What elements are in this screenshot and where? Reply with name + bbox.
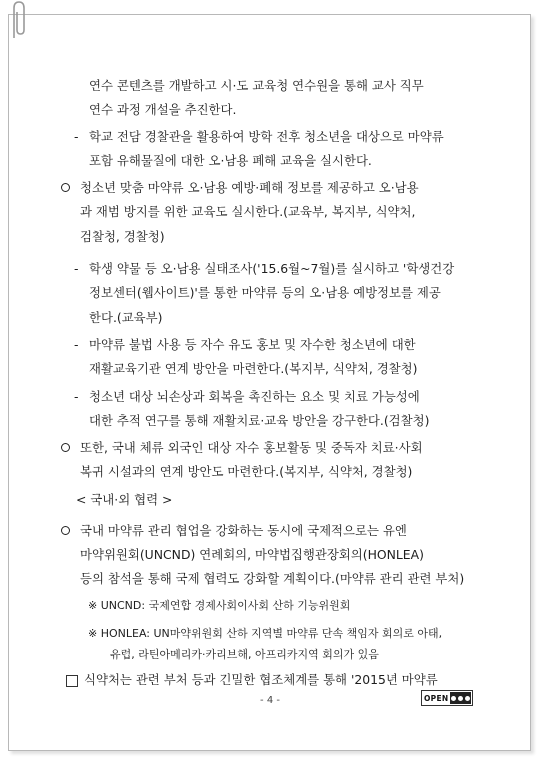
text-line: 포함 유해물질에 대한 오·남용 폐해 교육을 실시한다. <box>89 153 372 168</box>
circle-bullet-icon <box>61 526 70 535</box>
text-line: 재활교육기관 연계 방안을 마련한다.(복지부, 식약처, 경찰청) <box>89 361 418 376</box>
license-icons <box>450 692 471 704</box>
text-line: 또한, 국내 체류 외국인 대상 자수 홍보활동 및 중독자 치료·사회 <box>80 440 423 455</box>
text-line: 연수 과정 개설을 추진한다. <box>89 102 237 117</box>
text-line: 정보센터(웹사이트)'를 통한 마약류 등의 오·남용 예방정보를 제공 <box>89 285 441 300</box>
dash-marker: - <box>74 337 79 352</box>
text-line: 복귀 시설과의 연계 방안도 마련한다.(복지부, 식약처, 경찰청) <box>80 464 413 479</box>
text-line: 과 재범 방지를 위한 교육도 실시한다.(교육부, 복지부, 식약처, <box>80 204 416 219</box>
footnote: ※ UNCND: 국제연합 경제사회이사회 산하 기능위원회 <box>88 599 351 612</box>
square-bullet-icon <box>66 675 78 687</box>
text-line: 학교 전담 경찰관을 활용하여 방학 전후 청소년을 대상으로 마약류 <box>89 129 444 144</box>
open-license-badge <box>421 690 473 706</box>
dash-marker: - <box>74 389 79 404</box>
circle-bullet-icon <box>61 183 70 192</box>
text-line: 검찰청, 경찰청) <box>80 229 165 244</box>
text-line: 청소년 맞춤 마약류 오·남용 예방·폐해 정보를 제공하고 오·남용 <box>80 180 419 195</box>
footnote: ※ HONLEA: UN마약위원회 산하 지역별 마약류 단속 책임자 회의로 아태, <box>88 627 443 640</box>
text-line: 마약위원회(UNCND) 연례회의, 마약법집행관장회의(HONLEA) <box>80 547 424 562</box>
text-line: 연수 콘텐츠를 개발하고 시·도 교육청 연수원을 통해 교사 직무 <box>89 78 424 93</box>
paperclip-icon <box>8 0 30 40</box>
dash-marker: - <box>74 129 79 144</box>
noderivatives-icon <box>465 696 470 701</box>
text-line: 한다.(교육부) <box>89 310 163 325</box>
footnote: 유럽, 라틴아메리카·카리브해, 아프리카지역 회의가 있음 <box>110 648 379 661</box>
text-line: 대한 추적 연구를 통해 재활치료·교육 방안을 강구한다.(검찰청) <box>89 413 430 428</box>
badge-label: OPEN <box>424 693 449 703</box>
text-line: 등의 참석을 통해 국제 협력도 강화할 계획이다.(마약류 관리 관련 부처) <box>80 571 465 586</box>
attribution-icon <box>451 696 456 701</box>
text-line: 학생 약물 등 오·남용 실태조사('15.6월~7월)를 실시하고 '학생건강 <box>89 261 455 276</box>
section-heading: < 국내·외 협력 > <box>76 492 173 507</box>
text-line: 국내 마약류 관리 협업을 강화하는 동시에 국제적으로는 유엔 <box>80 523 407 538</box>
circle-bullet-icon <box>61 443 70 452</box>
noncommercial-icon <box>458 696 463 701</box>
text-line: 식약처는 관련 부처 등과 긴밀한 협조체계를 통해 '2015년 마약류 <box>84 672 438 687</box>
page-number: - 4 - <box>260 695 280 706</box>
text-line: 마약류 불법 사용 등 자수 유도 홍보 및 자수한 청소년에 대한 <box>89 337 416 352</box>
dash-marker: - <box>74 261 79 276</box>
text-line: 청소년 대상 뇌손상과 회복을 촉진하는 요소 및 치료 가능성에 <box>89 389 420 404</box>
